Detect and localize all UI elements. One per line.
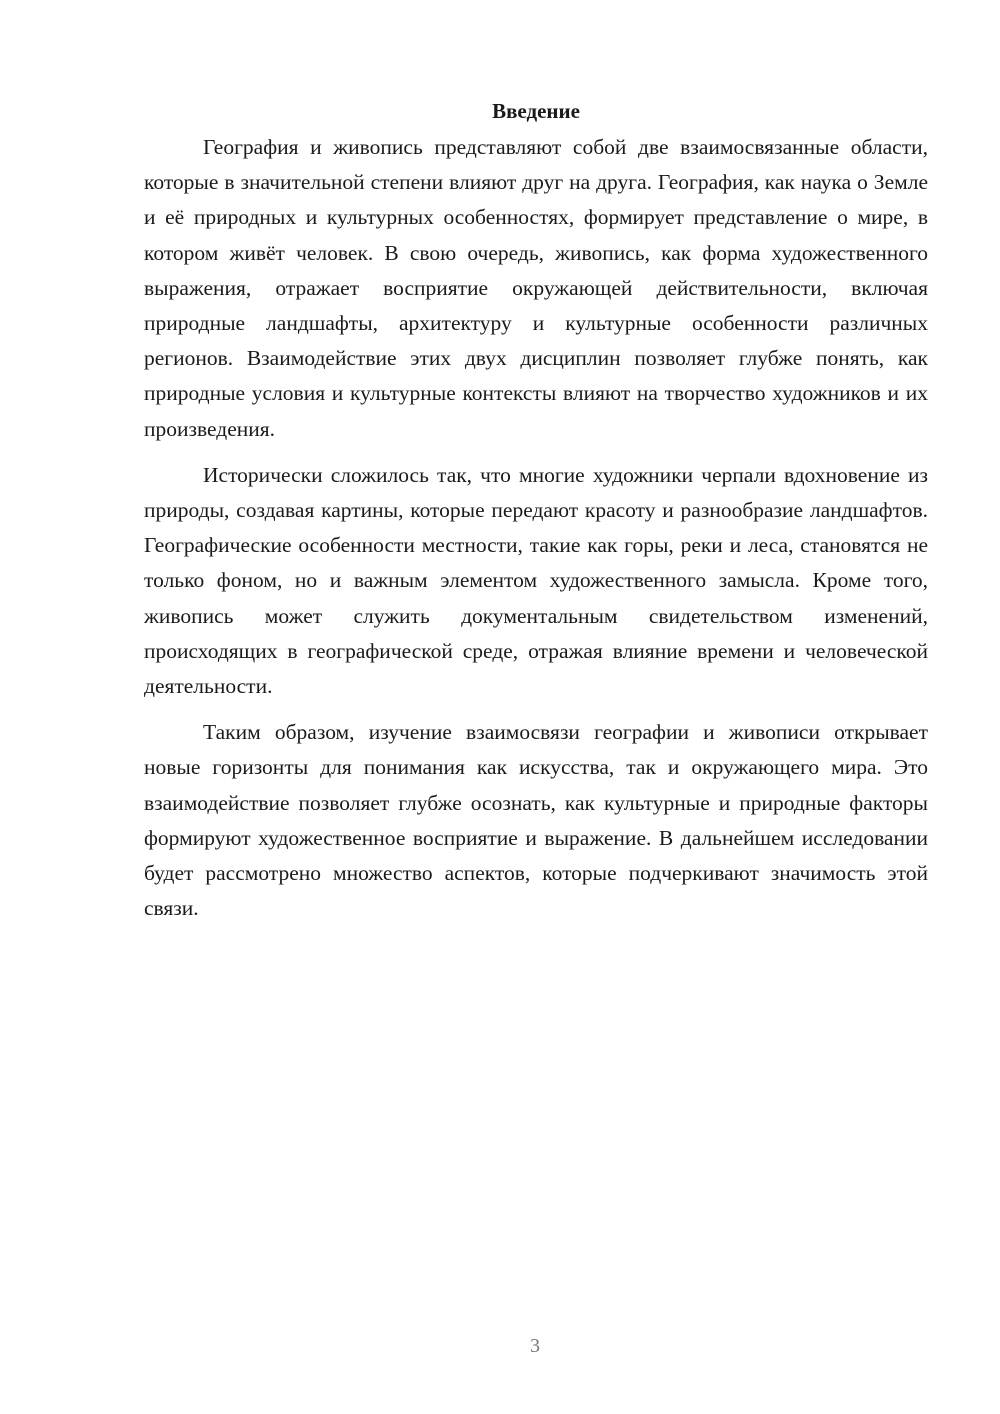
- paragraph-1: География и живопись представляют собой две взаимосвязанные области, которые в значительной степени влияют друг на друга. География, как наука о Земле и её природных и культурных особенностях, формирует представление о мире, в котором живёт человек. В свою очередь, живопись, как форма художественного выражения, отражает восприятие окружающей действительности, включая природные ландшафты, архитектуру и культурные особенности различных регионов. Взаимодействие этих двух дисциплин позволяет глубже понять, как природные условия и культурные контексты влияют на творчество художников и их произведения.: [144, 135, 928, 441]
- document-body: [144, 96, 928, 937]
- section-title: Введение: [492, 99, 580, 123]
- paragraph-3: Таким образом, изучение взаимосвязи географии и живописи открывает новые горизонты для понимания как искусства, так и окружающего мира. Это взаимодействие позволяет глубже осознать, как культурные и природные факторы формируют художественное восприятие и выражение. В дальнейшем исследовании будет рассмотрено множество аспектов, которые подчеркивают значимость этой связи.: [144, 720, 928, 921]
- page-number: 3: [530, 1335, 540, 1357]
- paragraph-2: Исторически сложилось так, что многие художники черпали вдохновение из природы, создавая картины, которые передают красоту и разнообразие ландшафтов. Географические особенности местности, такие как горы, реки и леса, становятся не только фоном, но и важным элементом художественного замысла. Кроме того, живопись может служить документальным свидетельством изменений, происходящих в географической среде, отражая влияние времени и человеческой деятельности.: [144, 462, 928, 699]
